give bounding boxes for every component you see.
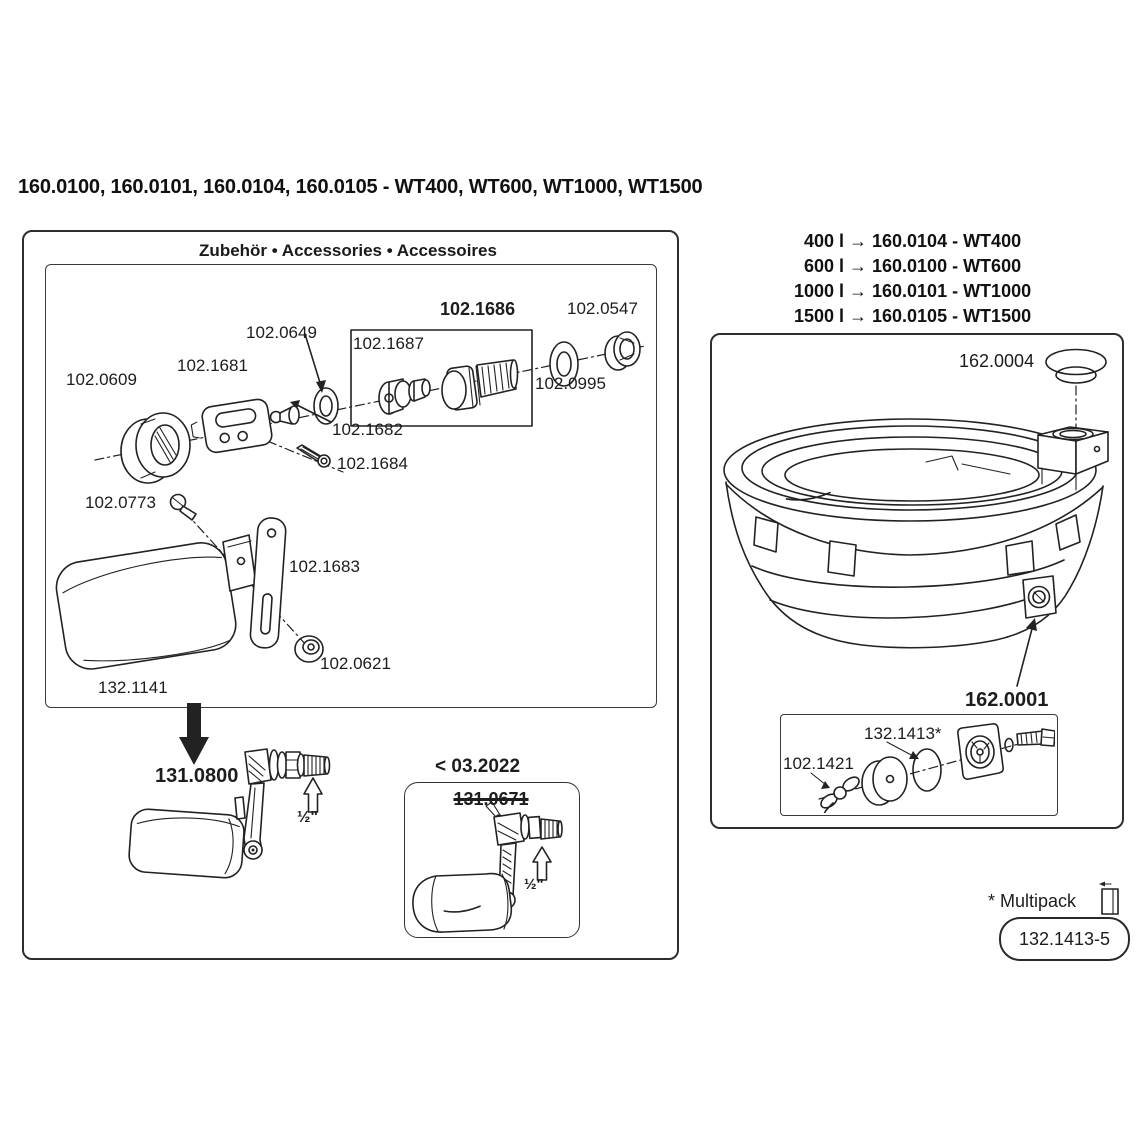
label-102-1421: 102.1421 [783,754,854,773]
page-title: 160.0100, 160.0101, 160.0104, 160.0105 - WT400, WT600, WT1000, WT1500 [18,176,703,198]
valve-body-102-1681-drawing [189,398,273,456]
label-162-0004: 162.0004 [959,351,1035,371]
multipack-note: * Multipack [988,891,1077,911]
model-code: 160.0105 - WT1500 [872,306,1032,326]
nut-102-0609-drawing [121,413,190,483]
model-row [778,304,1031,329]
arrow-glyph: → [849,306,867,326]
model-code: 160.0104 - WT400 [872,231,1022,251]
label-131-0671: 131.0671 [453,789,529,809]
accessories-exploded-drawing [45,264,655,706]
model-code: 160.0101 - WT1000 [872,281,1032,301]
label-132-1413: 132.1413* [864,724,942,743]
half-inch-arrow-icon [304,778,322,812]
float-132-1141-drawing [53,539,240,673]
float-valve-131-0671-drawing [406,784,577,934]
label-102-0547: 102.0547 [567,299,638,318]
label-102-1686: 102.1686 [440,299,516,319]
hose-adapter-drawing [442,360,518,411]
label-102-0773: 102.0773 [85,493,156,512]
label-102-1683: 102.1683 [289,557,360,576]
model-table [778,229,1031,329]
screw-102-1684-drawing [297,445,330,467]
label-size-old: ½" [524,876,544,893]
plug-102-1682-drawing [271,406,300,424]
label-162-0001: 162.0001 [965,689,1049,711]
label-102-1682: 102.1682 [332,420,403,439]
washer-102-0649-drawing [314,388,338,424]
capacity: 600 l [803,256,844,276]
model-code: 160.0100 - WT600 [872,256,1022,276]
capacity: 400 l [803,231,844,251]
coupler-102-1687-drawing [379,379,430,414]
label-131-0800: 131.0800 [155,765,239,787]
accessories-header: Zubehör • Accessories • Accessoires [199,241,497,260]
screw-102-0773-drawing [171,495,197,521]
bolt-washer-drawing [1005,739,1013,752]
washer-102-0621-drawing [295,636,323,662]
wing-nut-102-1421-drawing [818,774,861,813]
nut-102-0547-drawing [605,332,640,370]
capacity: 1000 l [793,281,844,301]
model-row [778,229,1031,254]
package-icon [1094,880,1122,916]
label-132-1141: 132.1141 [98,678,168,697]
label-102-1687: 102.1687 [353,334,424,353]
model-row [778,279,1031,304]
float-bracket-plate-drawing [223,535,256,591]
arrow-glyph: → [849,281,867,301]
drain-bolt-drawing [1017,729,1055,746]
label-102-0995: 102.0995 [535,374,606,393]
arrow-glyph: → [849,231,867,251]
label-102-0609: 102.0609 [66,370,137,389]
drain-flange-drawing [958,724,1003,779]
multipack-code-badge: 132.1413-5 [999,917,1130,961]
arrow-glyph: → [849,256,867,276]
label-size-new: ½" [297,809,318,826]
bracket-102-1683-drawing [250,517,287,649]
o-ring-132-1413-drawing [913,749,941,791]
label-102-1684: 102.1684 [337,454,408,473]
model-row [778,254,1031,279]
capacity: 1500 l [793,306,844,326]
drain-cap-162-0004-drawing [1046,350,1106,384]
label-102-0649: 102.0649 [246,323,317,342]
label-102-0621: 102.0621 [320,654,391,673]
label-102-1681: 102.1681 [177,356,248,375]
disc-plug-drawing [862,757,907,805]
drain-plug-162-0001-drawing [1023,576,1056,618]
label-date-note: < 03.2022 [435,756,521,777]
